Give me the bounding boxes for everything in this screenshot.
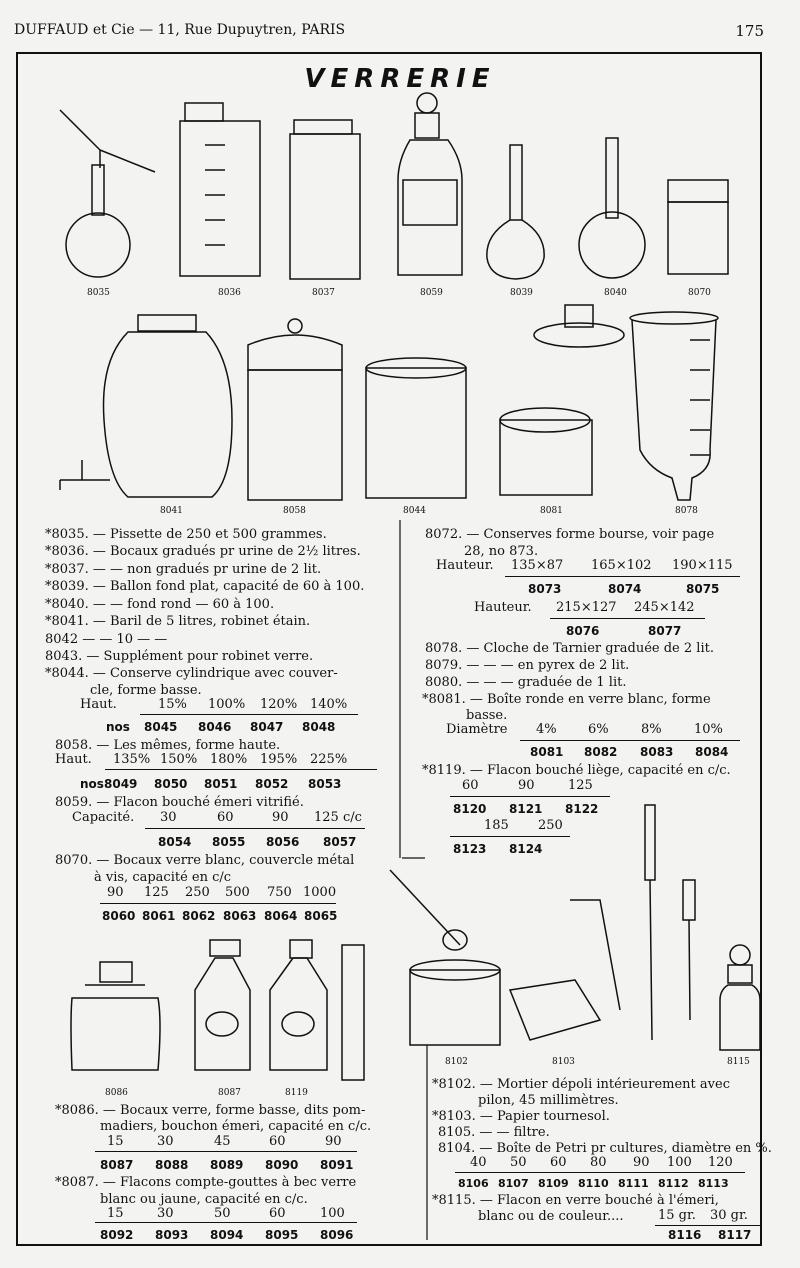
cell: 8090 <box>265 1158 299 1172</box>
cell: 8048 <box>302 720 336 734</box>
fig-label-8102: 8102 <box>445 1057 468 1067</box>
fig-label-8058: 8058 <box>283 506 306 516</box>
cell: 8049 <box>104 777 138 791</box>
boite-ronde-illustration <box>500 305 624 495</box>
cell: 8121 <box>509 802 543 816</box>
cell: 8077 <box>648 624 682 638</box>
header-address: DUFFAUD et Cie — 11, Rue Dupuytren, PARIS <box>14 22 346 38</box>
rule <box>655 1225 760 1226</box>
cell: nos <box>106 720 130 734</box>
cell: 8047 <box>250 720 284 734</box>
rule <box>455 1172 745 1173</box>
cell: 8096 <box>320 1228 354 1242</box>
cell: 225% <box>310 752 348 767</box>
rule <box>520 740 740 741</box>
cell: 120% <box>260 697 298 712</box>
cell: 195% <box>260 752 298 767</box>
cell: 90 <box>272 810 289 825</box>
cell: Capacité. <box>72 810 135 825</box>
ballon-fond-rond-illustration <box>579 138 645 278</box>
item-8104: 8104. — Boîte de Petri pr cultures, diamètre en %. <box>438 1141 772 1156</box>
fig-label-8081: 8081 <box>540 506 563 516</box>
rule <box>450 836 570 837</box>
cell: 8110 <box>578 1177 609 1190</box>
cell: 60 <box>269 1206 286 1221</box>
fig-label-8078: 8078 <box>675 506 698 516</box>
cell: 8084 <box>695 745 729 759</box>
item-8115: *8115. — Flacon en verre bouché à l'émeri, <box>432 1193 719 1208</box>
item-8039: *8039. — Ballon fond plat, capacité de 60 à 100. <box>45 579 365 594</box>
cell: 8111 <box>618 1177 649 1190</box>
item-8042: 8042 — — 10 — — <box>45 632 168 647</box>
cloche-tarnier-illustration <box>630 312 718 500</box>
cell: 135×87 <box>511 558 564 573</box>
fig-label-8041: 8041 <box>160 506 183 516</box>
cell: 8120 <box>453 802 487 816</box>
mortier-illustration <box>390 870 500 1045</box>
rule <box>550 618 705 619</box>
cell: Diamètre <box>446 722 508 737</box>
item-8086: *8086. — Bocaux verre, forme basse, dits pom- <box>55 1103 366 1118</box>
rule <box>95 1222 357 1223</box>
cell: 8124 <box>509 842 543 856</box>
item-8087: *8087. — Flacons compte-gouttes à bec verre <box>55 1175 357 1190</box>
cell: 60 <box>217 810 234 825</box>
cell: 90 <box>518 778 535 793</box>
cell: 90 <box>107 885 124 900</box>
cell: 8113 <box>698 1177 729 1190</box>
fig-label-8115: 8115 <box>727 1057 750 1067</box>
cell: 250 <box>538 818 563 833</box>
cell: 10% <box>694 722 723 737</box>
cell: 8117 <box>718 1228 752 1242</box>
item-8081-cont: basse. <box>466 708 508 723</box>
cell: 8092 <box>100 1228 134 1242</box>
cell: 30 <box>160 810 177 825</box>
item-8072: 8072. — Conserves forme bourse, voir page <box>425 527 715 542</box>
cell: 215×127 <box>556 600 617 615</box>
item-8037: *8037. — — non gradués pr urine de 2 lit. <box>45 562 322 577</box>
baril-illustration <box>60 315 232 497</box>
cell: 30 <box>157 1206 174 1221</box>
fig-label-8044: 8044 <box>403 506 426 516</box>
papier-tournesol-illustration <box>510 900 620 1040</box>
flacon-compte-gouttes-illustration <box>195 940 327 1070</box>
item-8058: 8058. — Les mêmes, forme haute. <box>55 738 281 753</box>
item-8035: *8035. — Pissette de 250 et 500 grammes. <box>45 527 327 542</box>
cell: 90 <box>325 1134 342 1149</box>
page-number: 175 <box>735 22 764 40</box>
cell: 165×102 <box>591 558 652 573</box>
cell: 60 <box>550 1155 567 1170</box>
cell: nos <box>80 777 104 791</box>
cell: 125 c/c <box>314 810 362 825</box>
cell: 120 <box>708 1155 733 1170</box>
item-8087-cont: blanc ou jaune, capacité en c/c. <box>100 1192 308 1207</box>
cell: 8061 <box>142 909 176 923</box>
cell: 8076 <box>566 624 600 638</box>
rule <box>140 714 358 715</box>
rule <box>105 769 377 770</box>
cell: 140% <box>310 697 348 712</box>
cell: 250 <box>185 885 210 900</box>
ballon-fond-plat-illustration <box>487 145 544 279</box>
fig-label-8070: 8070 <box>688 288 711 298</box>
cell: 8057 <box>323 835 357 849</box>
flacon-emeri-illustration <box>398 93 462 275</box>
cell: 8088 <box>155 1158 189 1172</box>
cell: 8074 <box>608 582 642 596</box>
item-8070: 8070. — Bocaux verre blanc, couvercle métal <box>55 853 355 868</box>
cell: 8116 <box>668 1228 702 1242</box>
cell: 8062 <box>182 909 216 923</box>
bocal-gradue-illustration <box>180 103 260 276</box>
cell: 8083 <box>640 745 674 759</box>
cell: 15 gr. <box>658 1208 696 1223</box>
fig-label-8035: 8035 <box>87 288 110 298</box>
cell: 8123 <box>453 842 487 856</box>
fig-label-8036: 8036 <box>218 288 241 298</box>
cell: 30 gr. <box>710 1208 748 1223</box>
cell: 135% <box>113 752 151 767</box>
page-title: VERRERIE <box>304 64 496 94</box>
pissette-illustration <box>60 110 155 277</box>
cell: 8050 <box>154 777 188 791</box>
cell: 8087 <box>100 1158 134 1172</box>
cell: 8089 <box>210 1158 244 1172</box>
cell: 8081 <box>530 745 564 759</box>
item-8103: *8103. — Papier tournesol. <box>432 1109 610 1124</box>
cell: 45 <box>214 1134 231 1149</box>
rule <box>95 1151 357 1152</box>
cell: Haut. <box>80 697 117 712</box>
cell: 6% <box>588 722 609 737</box>
bocal-pommadier-illustration <box>71 962 160 1070</box>
cell: 1000 <box>303 885 337 900</box>
fig-label-8040: 8040 <box>604 288 627 298</box>
fig-label-8119: 8119 <box>285 1088 308 1098</box>
cell: 50 <box>510 1155 527 1170</box>
cell: 8075 <box>686 582 720 596</box>
item-8081: *8081. — Boîte ronde en verre blanc, forme <box>422 692 711 707</box>
cell: 8073 <box>528 582 562 596</box>
cell: 8095 <box>265 1228 299 1242</box>
cell: Hauteur. <box>474 600 532 615</box>
conserve-basse-illustration <box>366 358 466 498</box>
cell: 180% <box>210 752 248 767</box>
fig-label-8103: 8103 <box>552 1057 575 1067</box>
rule <box>100 903 336 904</box>
item-8072-cont: 28, no 873. <box>464 544 539 559</box>
cell: 60 <box>462 778 479 793</box>
cell: 100 <box>667 1155 692 1170</box>
item-8102: *8102. — Mortier dépoli intérieurement avec <box>432 1077 730 1092</box>
rule <box>145 828 365 829</box>
fig-label-8087: 8087 <box>218 1088 241 1098</box>
cell: 185 <box>484 818 509 833</box>
cell: 80 <box>590 1155 607 1170</box>
cell: 8065 <box>304 909 338 923</box>
cell: 8053 <box>308 777 342 791</box>
cell: 150% <box>160 752 198 767</box>
item-8070-cont: à vis, capacité en c/c <box>94 870 232 885</box>
cell: 8094 <box>210 1228 244 1242</box>
cell: 8055 <box>212 835 246 849</box>
item-8078: 8078. — Cloche de Tarnier graduée de 2 lit. <box>425 641 714 656</box>
cell: Hauteur. <box>436 558 494 573</box>
item-8080: 8080. — — — graduée de 1 lit. <box>425 675 627 690</box>
cell: 500 <box>225 885 250 900</box>
cell: 750 <box>267 885 292 900</box>
rule <box>450 796 610 797</box>
cell: 30 <box>157 1134 174 1149</box>
cell: 15 <box>107 1134 124 1149</box>
bocal-vis-illustration <box>668 180 728 274</box>
cell: 125 <box>144 885 169 900</box>
item-8119: *8119. — Flacon bouché liège, capacité en c/c. <box>422 763 731 778</box>
item-8086-cont: madiers, bouchon émeri, capacité en c/c. <box>100 1119 372 1134</box>
cell: 8082 <box>584 745 618 759</box>
cell: 8063 <box>223 909 257 923</box>
item-8036: *8036. — Bocaux gradués pr urine de 2½ litres. <box>45 544 361 559</box>
cell: 15% <box>158 697 187 712</box>
cell: 190×115 <box>672 558 733 573</box>
fig-label-8039: 8039 <box>510 288 533 298</box>
bocal-non-gradue-illustration <box>290 120 360 279</box>
item-8079: 8079. — — — en pyrex de 2 lit. <box>425 658 630 673</box>
item-8105: 8105. — — filtre. <box>438 1125 550 1140</box>
cell: 60 <box>269 1134 286 1149</box>
cell: 8091 <box>320 1158 354 1172</box>
cell: 8122 <box>565 802 599 816</box>
cell: 8107 <box>498 1177 529 1190</box>
cell: 8054 <box>158 835 192 849</box>
cell: 8045 <box>144 720 178 734</box>
rule <box>505 576 740 577</box>
cell: Haut. <box>55 752 92 767</box>
item-8041: *8041. — Baril de 5 litres, robinet étain. <box>45 614 311 629</box>
cell: 8064 <box>264 909 298 923</box>
fig-label-8059: 8059 <box>420 288 443 298</box>
flacon-liege-illustration <box>342 945 364 1080</box>
cell: 125 <box>568 778 593 793</box>
item-8043: 8043. — Supplément pour robinet verre. <box>45 649 314 664</box>
cell: 8056 <box>266 835 300 849</box>
cell: 8051 <box>204 777 238 791</box>
cell: 90 <box>633 1155 650 1170</box>
cell: 8112 <box>658 1177 689 1190</box>
cell: 15 <box>107 1206 124 1221</box>
cell: 8093 <box>155 1228 189 1242</box>
fig-label-8086: 8086 <box>105 1088 128 1098</box>
cell: 100 <box>320 1206 345 1221</box>
item-8102-cont: pilon, 45 millimètres. <box>478 1093 619 1108</box>
cell: 50 <box>214 1206 231 1221</box>
item-8040: *8040. — — fond rond — 60 à 100. <box>45 597 275 612</box>
cell: 40 <box>470 1155 487 1170</box>
cell: 100% <box>208 697 246 712</box>
item-8044: *8044. — Conserve cylindrique avec couver- <box>45 666 338 681</box>
cell: 8106 <box>458 1177 489 1190</box>
item-8115-cont: blanc ou de couleur.... <box>478 1209 624 1224</box>
item-8059: 8059. — Flacon bouché émeri vitrifié. <box>55 795 304 810</box>
cell: 8% <box>641 722 662 737</box>
item-8044-cont: cle, forme basse. <box>90 683 202 698</box>
pipettes-illustration <box>645 805 695 1040</box>
cell: 8052 <box>255 777 289 791</box>
cell: 245×142 <box>634 600 695 615</box>
flacon-8115-illustration <box>720 945 760 1050</box>
cell: 8109 <box>538 1177 569 1190</box>
fig-label-8037: 8037 <box>312 288 335 298</box>
cell: 8046 <box>198 720 232 734</box>
conserve-haute-illustration <box>248 319 342 500</box>
cell: 4% <box>536 722 557 737</box>
cell: 8060 <box>102 909 136 923</box>
